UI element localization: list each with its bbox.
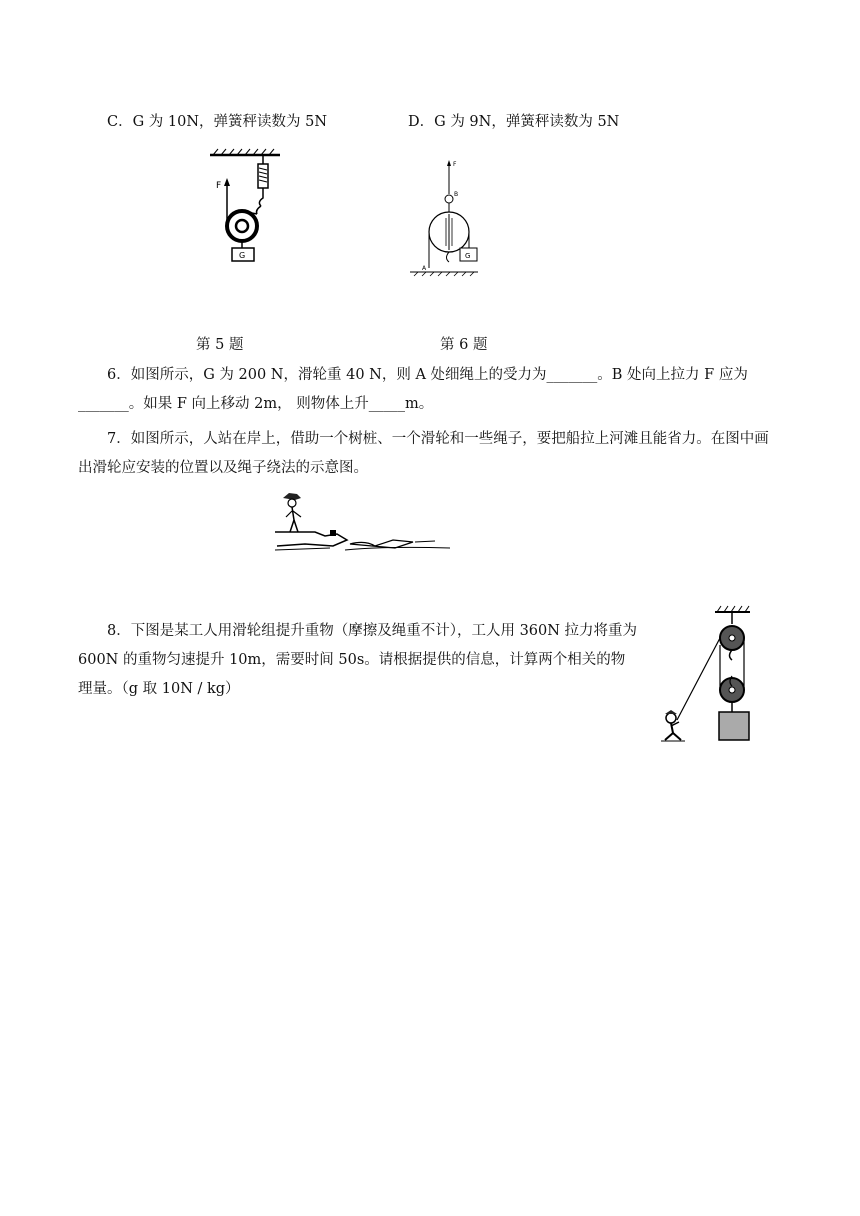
figure-q6-label-b: B bbox=[454, 191, 459, 198]
figure-q5-pulley-spring-scale bbox=[205, 148, 285, 268]
figure-q6-label-g: G bbox=[465, 252, 471, 260]
figure-q7-shore-boat bbox=[275, 490, 455, 555]
figure-q5-label-f: F bbox=[216, 181, 222, 191]
option-d: D．G 为 9N，弹簧秤读数为 5N bbox=[408, 114, 620, 130]
figure-q6-movable-pulley bbox=[408, 158, 488, 278]
caption-q6: 第 6 题 bbox=[440, 337, 488, 353]
figure-q6-label-a: A bbox=[422, 265, 427, 272]
figure-q6-label-f: F bbox=[453, 161, 457, 168]
caption-q5: 第 5 题 bbox=[196, 337, 244, 353]
question-7: 7．如图所示，人站在岸上，借助一个树桩、一个滑轮和一些绳子，要把船拉上河滩且能省力。在图中画出滑轮应安装的位置以及绳子绕法的示意图。 bbox=[78, 431, 769, 476]
question-6: 6．如图所示，G 为 200 N，滑轮重 40 N，则 A 处细绳上的受力为_______。B 处向上拉力 F 应为_______。如果 F 向上移动 2m， 则物体上升_____m。 bbox=[78, 367, 748, 412]
figure-q5-label-g: G bbox=[239, 251, 246, 260]
option-c: C．G 为 10N，弹簧秤读数为 5N bbox=[107, 114, 328, 130]
question-8: 8．下图是某工人用滑轮组提升重物（摩擦及绳重不计），工人用 360N 拉力将重为 600N 的重物匀速提升 10m，需要时间 50s。请根据提供的信息，计算两个相关的物理量。（g 取 10N / kg） bbox=[78, 623, 638, 697]
figure-q8-pulley-block-worker bbox=[655, 600, 765, 745]
